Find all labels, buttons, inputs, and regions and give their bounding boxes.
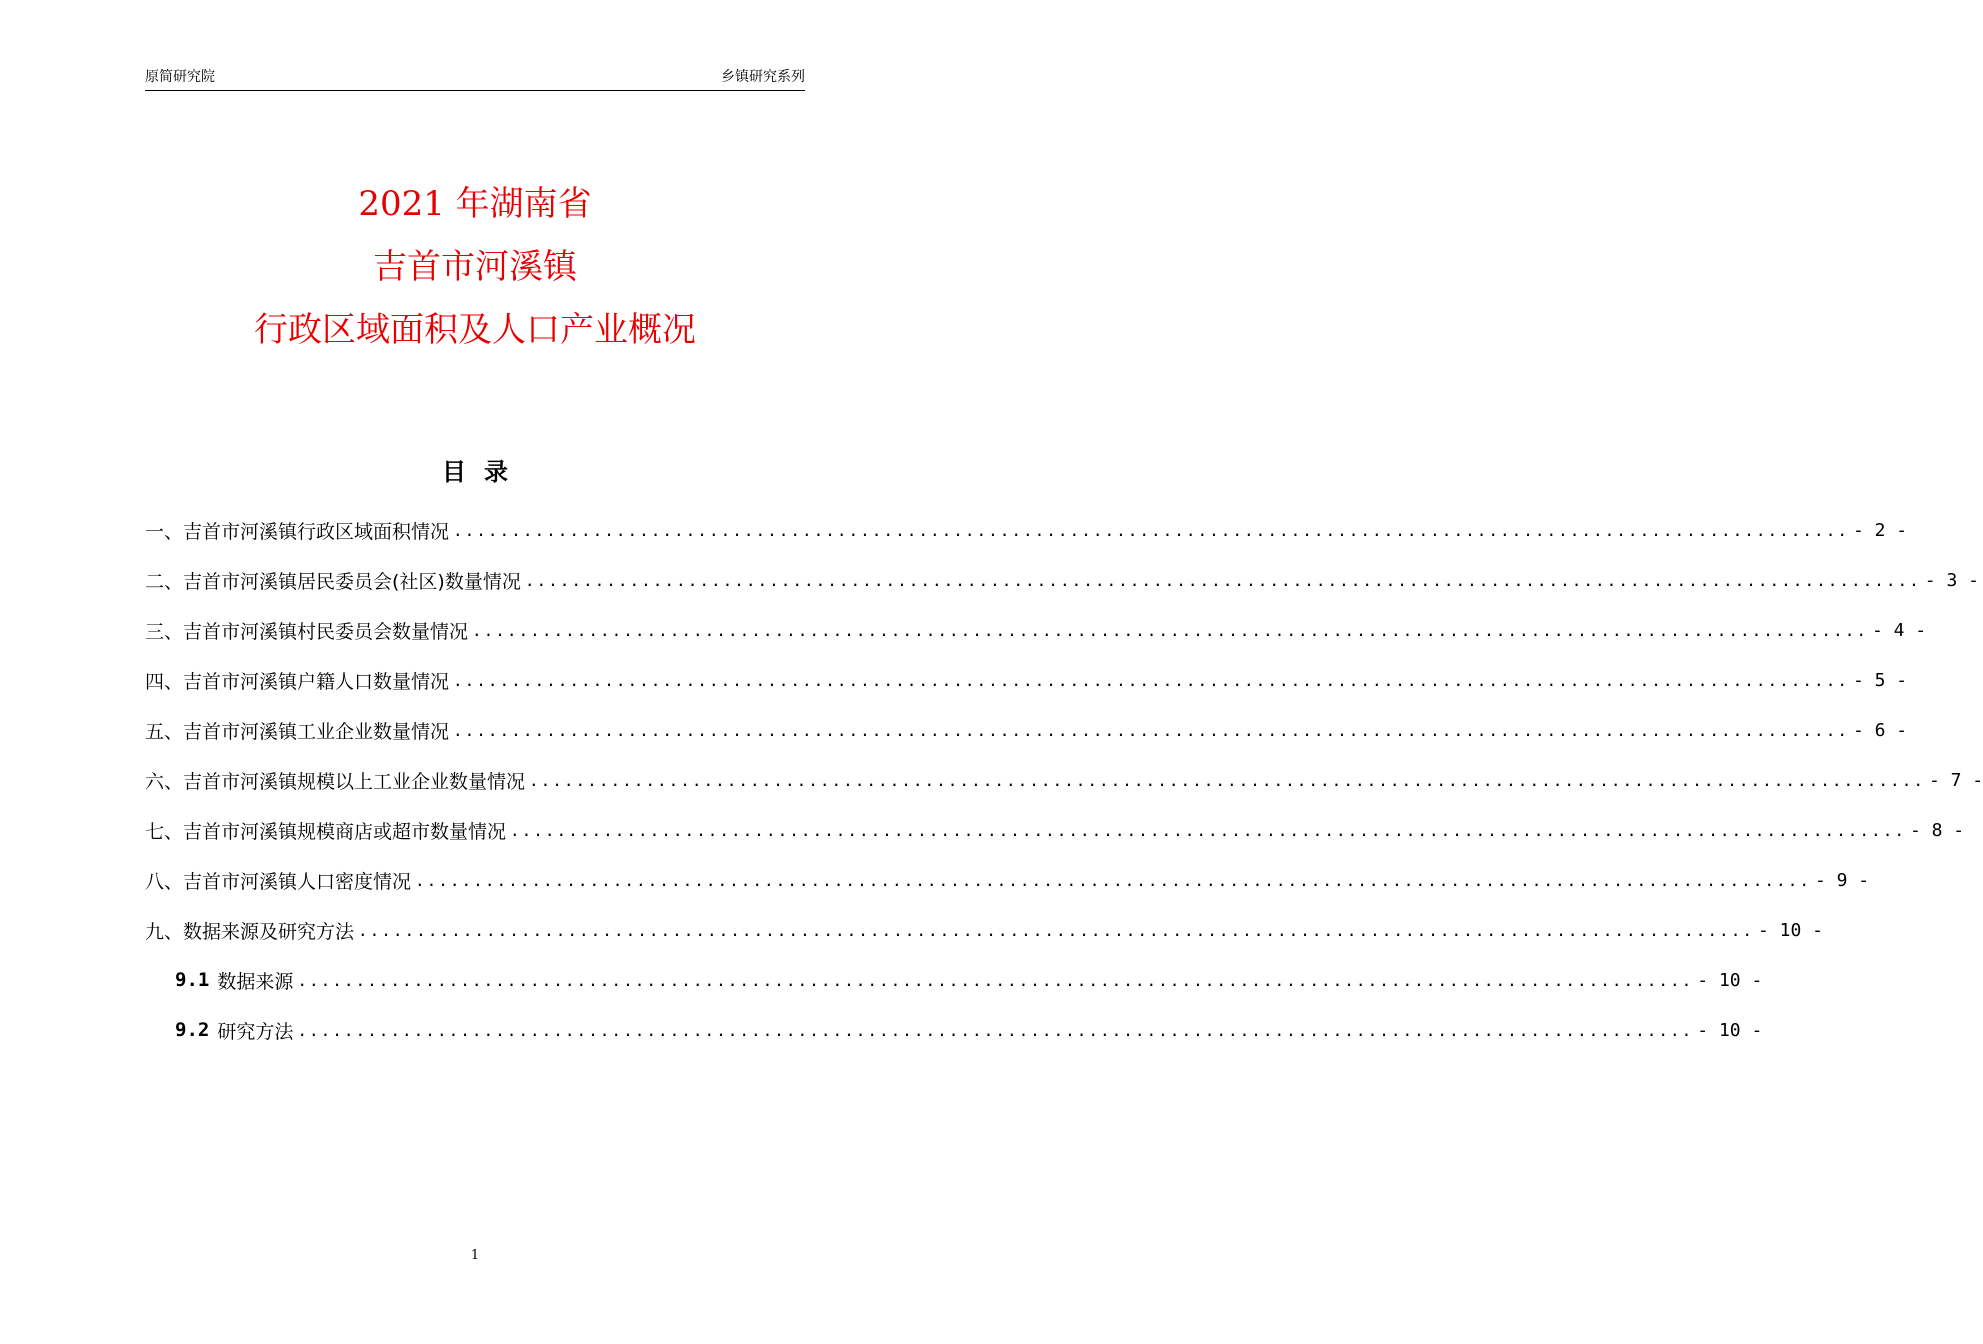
table-of-contents [145,505,1983,1055]
toc-entry-label: 七、吉首市河溪镇规模商店或超市数量情况 [145,820,507,843]
toc-entry-page: - 9 - [1814,869,1870,891]
toc-entry[interactable] [145,555,1979,605]
toc-entry[interactable] [145,855,1870,905]
toc-leader-dots: ........................................................................................................................ [453,720,1849,740]
toc-leader-dots: ........................................................................................................................ [510,820,1906,840]
toc-subentry-label: 数据来源 [217,970,294,993]
toc-entry[interactable] [145,905,1823,955]
header-org: 原简研究院 [145,69,215,85]
toc-subentry-number: 9.1 [175,969,210,991]
title-line-3: 行政区域面积及人口产业概况 [254,310,696,350]
toc-entry-label: 八、吉首市河溪镇人口密度情况 [145,870,412,893]
toc-entry-page: - 5 - [1852,669,1908,691]
toc-entry-label: 一、吉首市河溪镇行政区域面积情况 [145,520,450,543]
toc-leader-dots: ........................................................................................................................ [472,620,1868,640]
title-line-1: 2021 年湖南省 [358,184,592,224]
toc-leader-dots: ........................................................................................................................ [297,970,1694,990]
toc-entry-page: - 7 - [1928,769,1983,791]
toc-entry-label: 五、吉首市河溪镇工业企业数量情况 [145,720,450,743]
toc-subentry[interactable] [145,1005,1763,1055]
toc-leader-dots: ........................................................................................................................ [453,520,1849,540]
toc-entry-page: - 3 - [1924,569,1979,591]
toc-entry[interactable] [145,605,1927,655]
toc-leader-dots: ........................................................................................................................ [453,670,1849,690]
page-header [145,68,805,91]
toc-entry-label: 六、吉首市河溪镇规模以上工业企业数量情况 [145,770,526,793]
toc-entry-label: 四、吉首市河溪镇户籍人口数量情况 [145,670,450,693]
toc-leader-dots: ........................................................................................................................ [297,1020,1694,1040]
title-line-2: 吉首市河溪镇 [373,247,577,287]
toc-subentry[interactable] [145,955,1763,1005]
toc-leader-dots: ........................................................................................................................ [529,770,1925,790]
toc-entry-label: 九、数据来源及研究方法 [145,920,355,943]
toc-entry[interactable] [145,805,1965,855]
toc-leader-dots: ........................................................................................................................ [524,570,1921,590]
toc-entry-page: - 2 - [1852,519,1908,541]
toc-entry-label: 二、吉首市河溪镇居民委员会(社区)数量情况 [145,570,521,593]
toc-entry[interactable] [145,655,1908,705]
page-number: 1 [470,1248,480,1263]
toc-subentry-page: - 10 - [1697,969,1763,991]
toc-entry[interactable] [145,705,1908,755]
toc-entry-page: - 8 - [1909,819,1965,841]
header-series: 乡镇研究系列 [721,69,805,85]
toc-entry-label: 三、吉首市河溪镇村民委员会数量情况 [145,620,469,643]
toc-entry-page: - 10 - [1757,919,1823,941]
toc-entry-page: - 6 - [1852,719,1908,741]
toc-entry-page: - 4 - [1871,619,1927,641]
toc-entry[interactable] [145,505,1908,555]
toc-leader-dots: ........................................................................................................................ [358,920,1754,940]
toc-entry[interactable] [145,755,1983,805]
toc-heading: 目录 [442,458,526,486]
toc-leader-dots: ........................................................................................................................ [415,870,1811,890]
toc-subentry-number: 9.2 [175,1019,210,1041]
toc-subentry-page: - 10 - [1697,1019,1763,1041]
toc-subentry-label: 研究方法 [217,1020,294,1043]
